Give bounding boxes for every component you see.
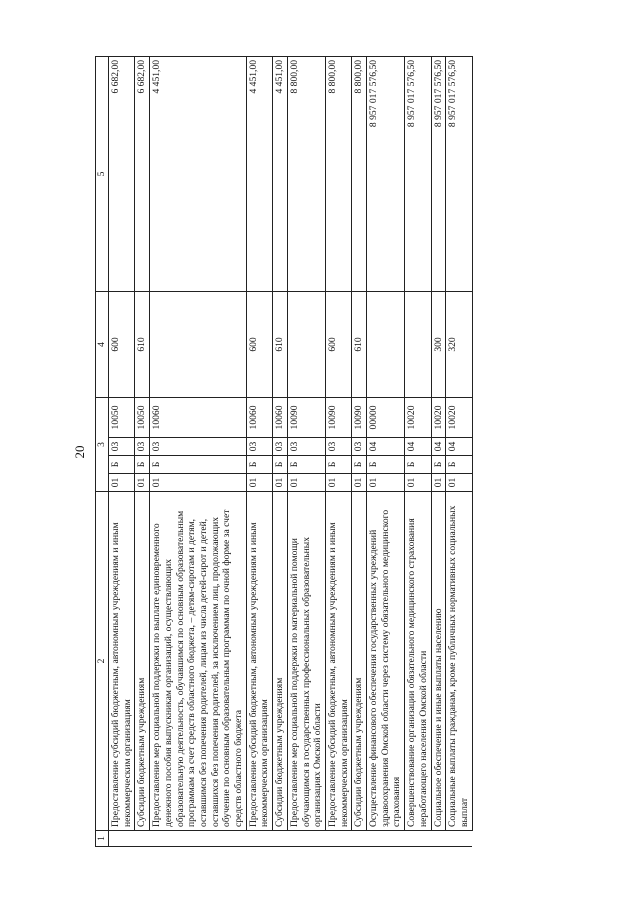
column-header-3: 3 <box>96 397 109 491</box>
code-subprogram: Б <box>446 456 472 474</box>
table-row <box>273 56 288 846</box>
table-row <box>150 56 247 846</box>
row-amount: 8 800,00 <box>287 56 325 291</box>
code-subprogram: Б <box>150 456 247 474</box>
code-direction: 10060 <box>273 397 288 437</box>
code-program: 01 <box>109 474 135 492</box>
budget-table <box>95 56 473 847</box>
code-direction: 10060 <box>150 397 247 437</box>
expense-type-code: 610 <box>135 291 150 397</box>
column-header-2: 2 <box>96 492 109 831</box>
expense-type-code <box>405 291 431 397</box>
code-program: 01 <box>150 474 247 492</box>
code-subprogram: Б <box>135 456 150 474</box>
table-row <box>352 56 367 846</box>
row-amount: 6 682,00 <box>135 56 150 291</box>
code-main-event: 03 <box>273 438 288 456</box>
code-direction: 10020 <box>446 397 472 437</box>
code-program: 01 <box>135 474 150 492</box>
row-amount: 4 451,00 <box>273 56 288 291</box>
budget-table-sheet <box>95 57 545 847</box>
code-program: 01 <box>446 474 472 492</box>
row-name: Предоставление мер социальной поддержки по материальной помощи обучающимся в государственных профессиональных образовательных организациях Омской области <box>287 492 325 831</box>
code-direction: 10090 <box>325 397 351 437</box>
code-direction: 10060 <box>246 397 272 437</box>
code-subprogram: Б <box>405 456 431 474</box>
code-subprogram: Б <box>273 456 288 474</box>
code-main-event: 03 <box>246 438 272 456</box>
row-number-cell <box>352 831 367 847</box>
code-direction: 10090 <box>352 397 367 437</box>
row-name: Предоставление субсидий бюджетным, автономным учреждениям и иным некоммерческим организациям <box>109 492 135 831</box>
code-main-event: 04 <box>405 438 431 456</box>
table-row <box>109 56 135 846</box>
table-row <box>246 56 272 846</box>
row-name: Совершенствование организации обязательного медицинского страхования неработающего населения Омской области <box>405 492 431 831</box>
expense-type-code: 610 <box>273 291 288 397</box>
code-direction: 10050 <box>109 397 135 437</box>
expense-type-code: 600 <box>246 291 272 397</box>
table-row <box>287 56 325 846</box>
code-subprogram: Б <box>109 456 135 474</box>
column-header-4: 4 <box>96 291 109 397</box>
code-main-event: 03 <box>109 438 135 456</box>
expense-type-code: 600 <box>109 291 135 397</box>
code-program: 01 <box>405 474 431 492</box>
code-main-event: 04 <box>446 438 472 456</box>
row-number-cell <box>273 831 288 847</box>
row-number-cell <box>246 831 272 847</box>
code-subprogram: Б <box>287 456 325 474</box>
row-number-cell <box>135 831 150 847</box>
code-direction: 10090 <box>287 397 325 437</box>
code-main-event: 03 <box>352 438 367 456</box>
row-name: Осуществление финансового обеспечения государственных учреждений здравоохранения Омской области через систему обязательного медицинского страхования <box>367 492 405 831</box>
row-number-cell <box>446 831 472 847</box>
row-amount: 8 957 017 576,50 <box>367 56 405 291</box>
code-subprogram: Б <box>246 456 272 474</box>
row-amount: 8 957 017 576,50 <box>405 56 431 291</box>
row-amount: 8 957 017 576,50 <box>431 56 446 291</box>
code-direction: 00000 <box>367 397 405 437</box>
row-name: Субсидии бюджетным учреждениям <box>352 492 367 831</box>
row-amount: 4 451,00 <box>150 56 247 291</box>
code-main-event: 03 <box>150 438 247 456</box>
expense-type-code: 610 <box>352 291 367 397</box>
code-program: 01 <box>287 474 325 492</box>
code-program: 01 <box>246 474 272 492</box>
code-main-event: 03 <box>135 438 150 456</box>
code-program: 01 <box>325 474 351 492</box>
row-number-cell <box>109 831 135 847</box>
row-name: Социальные выплаты гражданам, кроме публичных нормативных социальных выплат <box>446 492 472 831</box>
code-main-event: 03 <box>287 438 325 456</box>
code-program: 01 <box>431 474 446 492</box>
row-amount: 8 800,00 <box>325 56 351 291</box>
code-main-event: 04 <box>367 438 405 456</box>
table-row <box>135 56 150 846</box>
column-header-1: 1 <box>96 831 109 847</box>
table-row <box>325 56 351 846</box>
code-program: 01 <box>352 474 367 492</box>
code-direction: 10050 <box>135 397 150 437</box>
code-direction: 10020 <box>431 397 446 437</box>
page-number: 20 <box>72 445 87 459</box>
row-name: Предоставление субсидий бюджетным, автономным учреждениям и иным некоммерческим организациям <box>246 492 272 831</box>
row-number-cell <box>150 831 247 847</box>
code-program: 01 <box>367 474 405 492</box>
code-subprogram: Б <box>431 456 446 474</box>
row-name: Субсидии бюджетным учреждениям <box>135 492 150 831</box>
expense-type-code: 600 <box>325 291 351 397</box>
row-amount: 8 957 017 576,50 <box>446 56 472 291</box>
row-name: Социальное обеспечение и иные выплаты населению <box>431 492 446 831</box>
code-program: 01 <box>273 474 288 492</box>
column-header-5: 5 <box>96 56 109 291</box>
row-name: Субсидии бюджетным учреждениям <box>273 492 288 831</box>
code-subprogram: Б <box>352 456 367 474</box>
row-number-cell <box>325 831 351 847</box>
table-row <box>431 56 446 846</box>
code-main-event: 04 <box>431 438 446 456</box>
row-name: Предоставление мер социальной поддержки по выплате единовременного денежного пособия выпускникам организаций, осуществляющих образовательную деятельность, обучавшимся по основным образовательным программам за счет средств областного бюджета, – детям-сиротам и детям, оставшимся без попечения родителей, лицам из числа детей-сирот и детей, оставшихся без попечения родителей, за исключением лиц, продолжающих обучение по основным образовательным программам по очной форме за счет средств областного бюджета <box>150 492 247 831</box>
row-number-cell <box>431 831 446 847</box>
table-row <box>367 56 405 846</box>
code-main-event: 03 <box>325 438 351 456</box>
row-amount: 4 451,00 <box>246 56 272 291</box>
row-number-cell <box>367 831 405 847</box>
row-number-cell <box>287 831 325 847</box>
table-row <box>405 56 431 846</box>
expense-type-code: 300 <box>431 291 446 397</box>
expense-type-code <box>150 291 247 397</box>
code-subprogram: Б <box>325 456 351 474</box>
row-amount: 6 682,00 <box>109 56 135 291</box>
expense-type-code: 320 <box>446 291 472 397</box>
code-subprogram: Б <box>367 456 405 474</box>
table-row <box>446 56 472 846</box>
code-direction: 10020 <box>405 397 431 437</box>
row-number-cell <box>405 831 431 847</box>
header-row <box>96 56 109 846</box>
expense-type-code <box>287 291 325 397</box>
expense-type-code <box>367 291 405 397</box>
row-name: Предоставление субсидий бюджетным, автономным учреждениям и иным некоммерческим организациям <box>325 492 351 831</box>
row-amount: 8 800,00 <box>352 56 367 291</box>
